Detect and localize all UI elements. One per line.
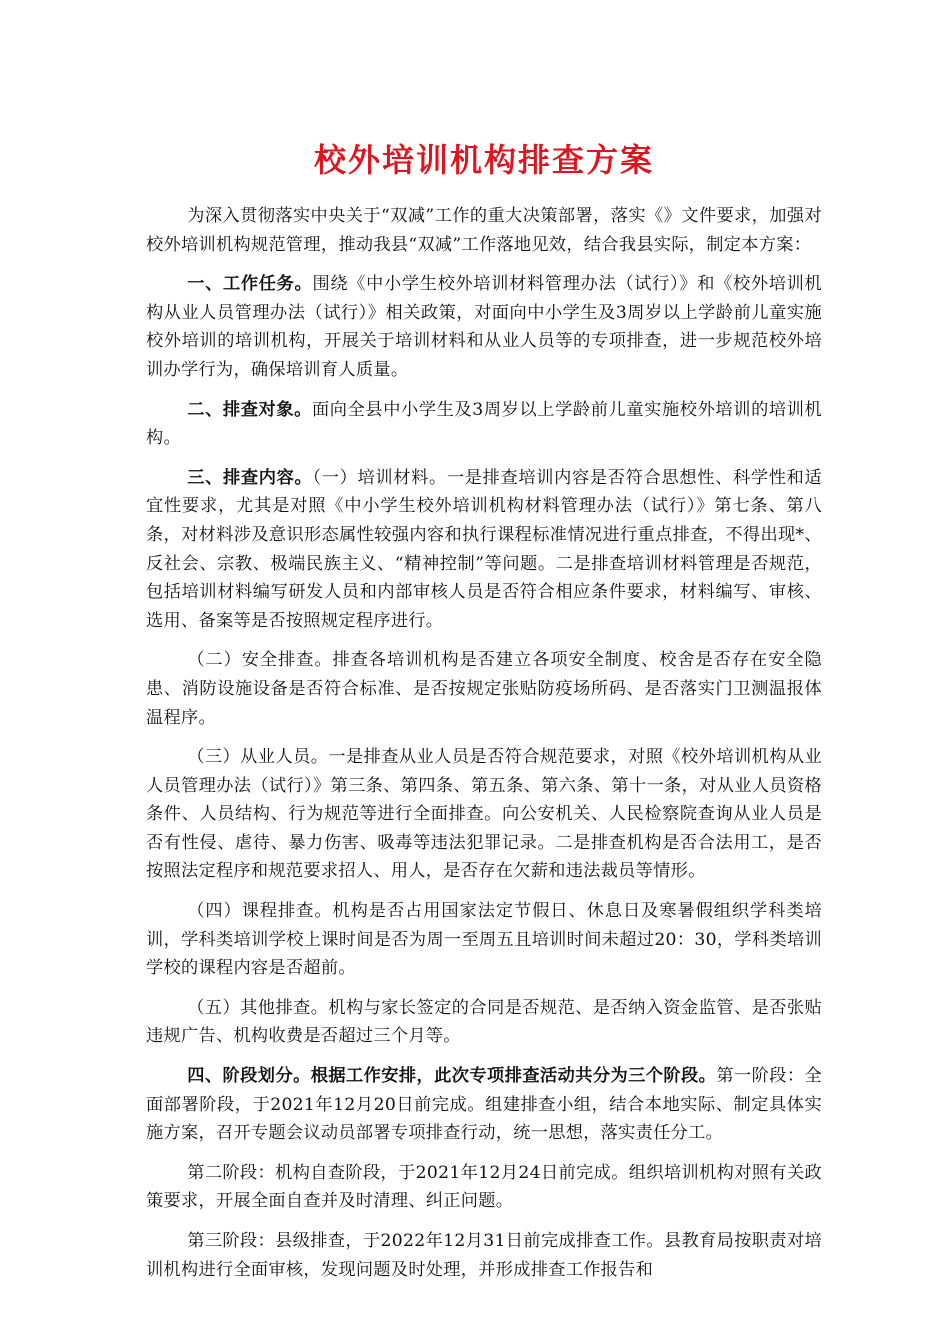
paragraph-text: 第一阶段：全面部署阶段，于2021年12月20日前完成。组建排查小组，结合本地实际、制定具体实施方案，召开专题会议动员部署专项排查行动，统一思想，落实责任分工。 <box>146 1066 822 1144</box>
document-page <box>146 138 822 1295</box>
paragraph-other <box>146 994 822 1051</box>
paragraph-text: （五）其他排查。机构与家长签定的合同是否规范、是否纳入资金监管、是否张贴违规广告、机构收费是否超过三个月等。 <box>146 997 822 1047</box>
paragraph-safety <box>146 646 822 732</box>
paragraph-targets <box>146 396 822 453</box>
paragraph-stages <box>146 1062 822 1148</box>
paragraph-text: 第三阶段：县级排查，于2022年12月31日前完成排查工作。县教育局按职责对培训机构进行全面审核，发现问题及时处理，并形成排查工作报告和 <box>146 1231 822 1280</box>
paragraph-staff <box>146 743 822 886</box>
paragraph-text: （二）安全排查。排查各培训机构是否建立各项安全制度、校舍是否存在安全隐患、消防设施设备是否符合标准、是否按规定张贴防疫场所码、是否落实门卫测温报体温程序。 <box>146 650 822 728</box>
paragraph-text: 围绕《中小学生校外培训材料管理办法（试行）》和《校外培训机构从业人员管理办法（试行）》相关政策，对面向中小学生及3周岁以上学龄前儿童实施校外培训的培训机构，开展关于培训材料和从业人员等的专项排查，进一步规范校外培训办学行为，确保培训育人质量。 <box>146 274 822 380</box>
paragraph-heading: 三、排查内容。 <box>187 467 313 488</box>
paragraph-intro <box>146 202 822 259</box>
paragraph-heading: 四、阶段划分。根据工作安排，此次专项排查活动共分为三个阶段。 <box>187 1066 717 1087</box>
paragraph-text: （一）培训材料。一是排查培训内容是否符合思想性、科学性和适宜性要求，尤其是对照《中小学生校外培训机构材料管理办法（试行）》第七条、第八条，对材料涉及意识形态属性较强内容和执行课程标准情况进行重点排查，不得出现*、反社会、宗教、极端民族主义、“精神控制”等问题。二是排查培训材料管理是否规范，包括培训材料编写研发人员和内部审核人员是否符合相应条件要求，材料编写、审核、选用、备案等是否按照规定程序进行。 <box>146 467 822 631</box>
paragraph-heading: 二、排查对象。 <box>187 399 312 420</box>
paragraph-text: 为深入贯彻落实中央关于“双减”工作的重大决策部署，落实《》文件要求，加强对校外培训机构规范管理，推动我县“双减”工作落地见效，结合我县实际，制定本方案： <box>146 206 822 255</box>
paragraph-stage-two <box>146 1159 822 1216</box>
paragraph-stage-three <box>146 1227 822 1284</box>
paragraph-heading: 一、工作任务。 <box>187 274 313 295</box>
paragraph-contents <box>146 464 822 636</box>
paragraph-text: （四）课程排查。机构是否占用国家法定节假日、休息日及寒暑假组织学科类培训，学科类培训学校上课时间是否为周一至周五且培训时间未超过20：30，学科类培训学校的课程内容是否超前。 <box>146 901 822 979</box>
document-title: 校外培训机构排查方案 <box>313 141 654 179</box>
paragraph-text: 面向全县中小学生及3周岁以上学龄前儿童实施校外培训的培训机构。 <box>146 399 822 449</box>
paragraph-text: 第二阶段：机构自查阶段，于2021年12月24日前完成。组织培训机构对照有关政策要求，开展全面自查并及时清理、纠正问题。 <box>146 1162 822 1212</box>
paragraph-courses <box>146 897 822 983</box>
paragraph-work-tasks <box>146 270 822 384</box>
paragraph-text: （三）从业人员。一是排查从业人员是否符合规范要求，对照《校外培训机构从业人员管理办法（试行）》第三条、第四条、第五条、第六条、第十一条，对从业人员资格条件、人员结构、行为规范等进行全面排查。向公安机关、人民检察院查询从业人员是否有性侵、虐待、暴力伤害、吸毒等违法犯罪记录。二是排查机构是否合法用工，是否按照法定程序和规范要求招人、用人，是否存在欠薪和违法裁员等情形。 <box>146 747 822 882</box>
